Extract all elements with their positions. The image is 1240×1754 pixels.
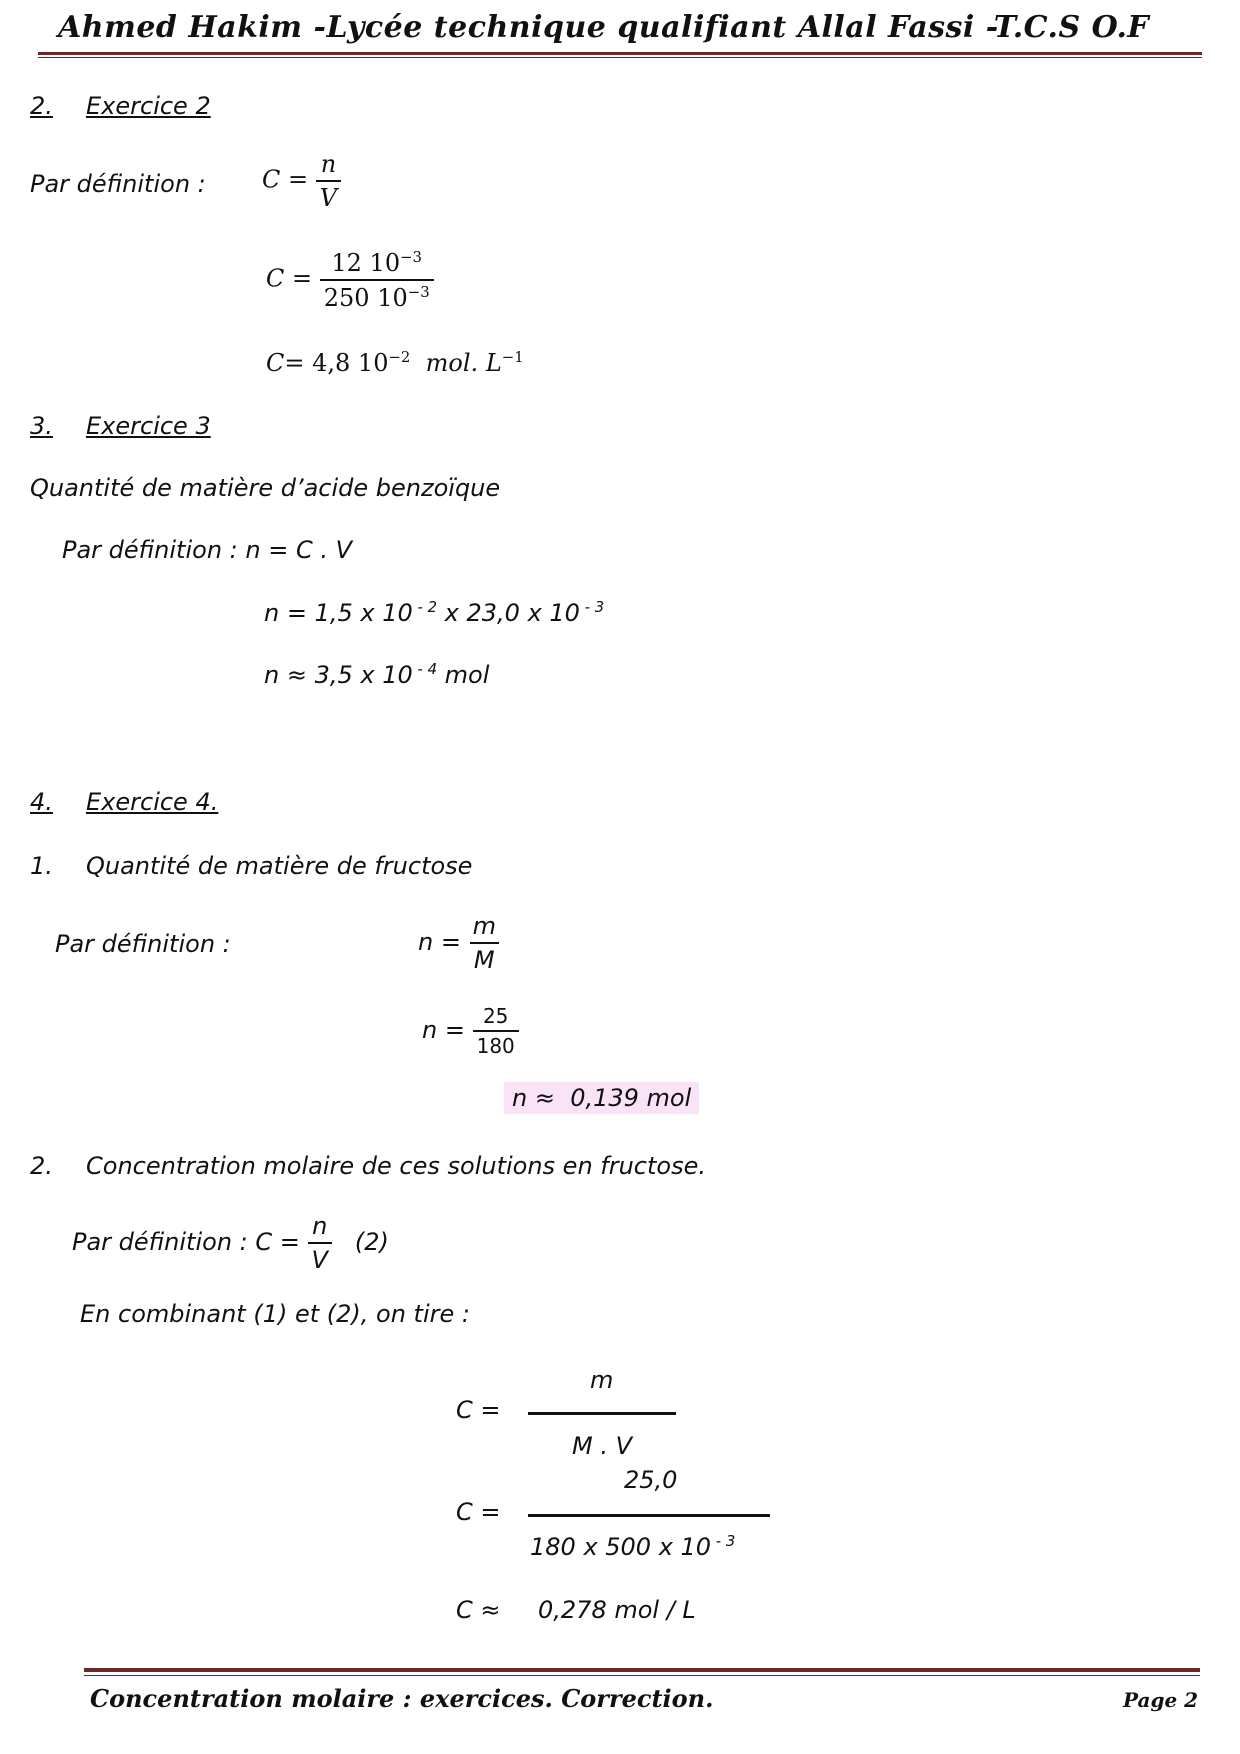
ex3-calc-b: x 23,0 x 10 bbox=[437, 599, 580, 627]
ex2-heading: Exercice 2 bbox=[86, 92, 211, 120]
ex4-heading-number: 4. bbox=[30, 788, 53, 816]
ex4-c1-numerator: m bbox=[590, 1366, 614, 1394]
ex2-line2-c: C = bbox=[266, 264, 313, 293]
ex4-result-value: 0,139 mol bbox=[570, 1084, 692, 1112]
ex3-calc-a: 1,5 x 10 bbox=[314, 599, 413, 627]
ex4-result-n: n ≈ bbox=[512, 1084, 555, 1112]
ex4-n-eq: n = bbox=[418, 928, 461, 956]
ex2-result-value: 4,8 10 bbox=[312, 349, 389, 377]
ex4-numerator-25: 25 bbox=[482, 1004, 509, 1028]
ex4-c2-label: C = bbox=[456, 1498, 501, 1526]
ex4-c1-label: C = bbox=[456, 1396, 501, 1424]
ex4-n-substitution bbox=[422, 1004, 519, 1058]
ex4-q2-text: Concentration molaire de ces solutions en fructose. bbox=[86, 1152, 706, 1180]
ex2-c-eq: C = bbox=[262, 165, 309, 194]
ex3-definition-formula: n = C . V bbox=[245, 536, 353, 564]
ex4-c2-denominator bbox=[530, 1532, 735, 1561]
ex4-c2-numerator: 25,0 bbox=[624, 1466, 678, 1494]
ex4-c1-fraction-bar bbox=[528, 1412, 676, 1415]
footer-page-number: Page 2 bbox=[1123, 1688, 1199, 1712]
ex2-substitution bbox=[266, 248, 434, 312]
ex2-result-unit: mol. bbox=[425, 349, 479, 377]
ex2-result-L-exp: −1 bbox=[501, 348, 524, 366]
ex2-heading-number: 2. bbox=[30, 92, 53, 120]
ex4-n-m-over-M bbox=[418, 912, 500, 974]
ex4-m: m bbox=[472, 912, 496, 940]
footer-rule-thin bbox=[84, 1675, 1200, 1676]
ex4-def2-n: n bbox=[312, 1212, 328, 1240]
ex4-definition2 bbox=[72, 1212, 389, 1274]
ex3-result bbox=[264, 660, 489, 689]
ex4-fraction-m-over-M bbox=[469, 912, 500, 974]
ex4-heading: Exercice 4. bbox=[86, 788, 219, 816]
ex4-c2-fraction-bar bbox=[528, 1514, 770, 1517]
ex4-def2-fraction bbox=[308, 1212, 332, 1274]
ex2-line2-numerator: 12 10 bbox=[331, 249, 401, 277]
ex3-result-exp: - 4 bbox=[412, 660, 438, 678]
header-rule-thin bbox=[38, 57, 1202, 58]
ex2-n: n bbox=[320, 150, 337, 178]
ex2-line2-denominator: 250 10 bbox=[323, 284, 408, 312]
ex4-def2-ref: (2) bbox=[354, 1228, 389, 1256]
ex2-result bbox=[266, 348, 524, 377]
ex3-calc-b-exp: - 3 bbox=[579, 598, 605, 616]
ex4-c2-den-exp: - 3 bbox=[711, 1532, 736, 1550]
page-header-title: Ahmed Hakim -Lycée technique qualifiant Allal Fassi -T.C.S O.F bbox=[58, 10, 1150, 45]
ex2-v: V bbox=[316, 180, 341, 212]
ex2-fraction-n-over-v bbox=[316, 150, 341, 212]
ex2-line2-num-exp: −3 bbox=[400, 248, 423, 266]
ex4-q1-text: Quantité de matière de fructose bbox=[86, 852, 473, 880]
ex4-def2-label: Par définition : C = bbox=[72, 1228, 300, 1256]
ex4-combine-text: En combinant (1) et (2), on tire : bbox=[80, 1300, 470, 1328]
ex3-heading: Exercice 3 bbox=[86, 412, 211, 440]
ex2-line2-fraction bbox=[320, 248, 434, 312]
footer-title: Concentration molaire : exercices. Correction. bbox=[90, 1684, 714, 1713]
ex2-result-c: C= bbox=[266, 349, 305, 377]
ex4-c3-value: 0,278 mol / L bbox=[538, 1596, 696, 1624]
ex4-fraction-25-over-180 bbox=[473, 1004, 519, 1058]
ex3-definition bbox=[62, 536, 352, 564]
ex3-calculation bbox=[264, 598, 604, 627]
ex3-calc-n: n = bbox=[264, 599, 315, 627]
ex4-definition-label: Par définition : bbox=[55, 930, 231, 958]
ex2-line2-den-exp: −3 bbox=[407, 283, 430, 301]
ex4-c1-denominator: M . V bbox=[572, 1432, 633, 1460]
ex4-def2-v: V bbox=[308, 1242, 332, 1274]
ex2-definition-formula bbox=[262, 150, 341, 212]
ex4-c3-label: C ≈ bbox=[456, 1596, 501, 1624]
ex2-definition-label: Par définition : bbox=[30, 170, 206, 198]
header-rule bbox=[38, 52, 1202, 55]
ex3-result-value: 3,5 x 10 bbox=[314, 661, 413, 689]
ex2-result-L: L bbox=[485, 349, 502, 377]
ex2-result-exp: −2 bbox=[388, 348, 411, 366]
ex4-c2-denominator-value: 180 x 500 x 10 bbox=[530, 1533, 712, 1561]
ex4-result-highlight bbox=[504, 1082, 699, 1114]
ex4-n-eq2: n = bbox=[422, 1016, 465, 1044]
ex3-result-n: n ≈ bbox=[264, 661, 315, 689]
ex3-definition-label: Par définition : bbox=[62, 536, 246, 564]
footer-rule bbox=[84, 1668, 1200, 1672]
ex3-result-unit: mol bbox=[437, 661, 490, 689]
ex4-q1-number: 1. bbox=[30, 852, 53, 880]
ex3-subtitle: Quantité de matière d’acide benzoïque bbox=[30, 474, 501, 502]
ex3-calc-a-exp: - 2 bbox=[412, 598, 438, 616]
ex4-M: M bbox=[470, 942, 499, 974]
ex4-q2-number: 2. bbox=[30, 1152, 53, 1180]
ex3-heading-number: 3. bbox=[30, 412, 53, 440]
ex4-denominator-180: 180 bbox=[473, 1030, 519, 1058]
